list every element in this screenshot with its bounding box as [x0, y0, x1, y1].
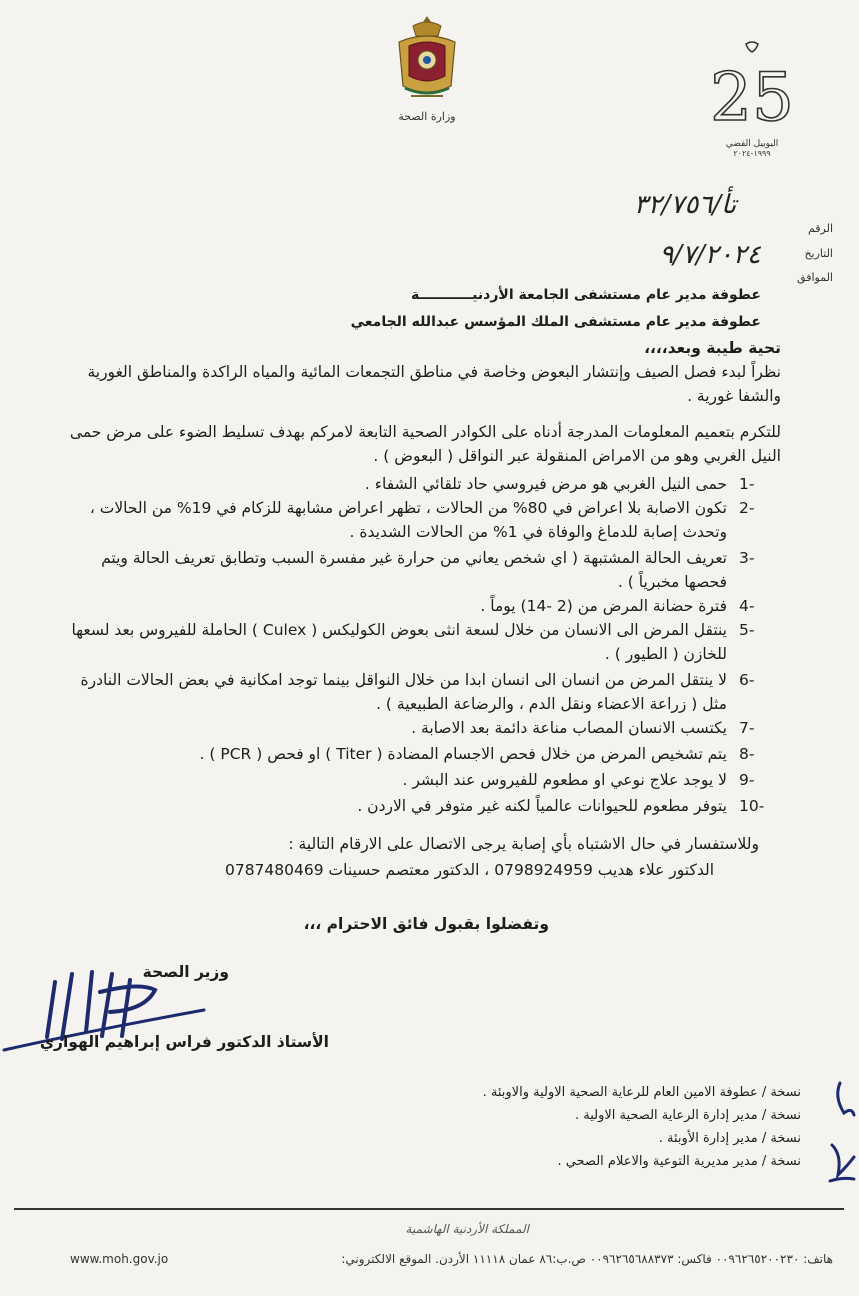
- anniversary-logo: [710, 40, 794, 170]
- footer-divider: [14, 1208, 844, 1210]
- jordan-coat-of-arms-icon: [391, 12, 463, 102]
- list-number: 3-: [739, 549, 755, 567]
- footer-contact: هاتف: ٠٠٩٦٢٦٥٢٠٠٢٣٠ فاكس: ٠٠٩٦٢٦٥٦٨٨٣٧٣ ص.ب:٨٦ عمان ١١١١٨ الأردن. الموقع الالكتروني:: [341, 1252, 833, 1266]
- list-item: [60, 668, 781, 716]
- ref-label: الرقم: [807, 222, 833, 235]
- list-text: فترة حضانة المرض من (2 -14) يوماً .: [480, 597, 727, 615]
- handwritten-initials-icon: [826, 1075, 858, 1190]
- closing: وتفضلوا بقبول فائق الاحترام ،،،: [303, 915, 549, 933]
- list-number: 1-: [739, 475, 755, 493]
- greeting: تحية طيبة وبعد،،،،: [644, 339, 781, 357]
- list-item: [60, 546, 781, 594]
- list-item: [60, 716, 781, 740]
- addressee-2: عطوفة مدير عام مستشفى الملك المؤسس عبدالله الجامعي: [350, 314, 761, 330]
- anniversary-years: ١٩٩٩-٢٠٢٤: [733, 149, 771, 158]
- list-item: [60, 794, 781, 818]
- signatory-title: وزير الصحة: [142, 963, 229, 981]
- copy-recipient: نسخة / مدير مديرية التوعية والاعلام الصحي .: [557, 1154, 801, 1169]
- copy-recipient: نسخة / مدير إدارة الأوبئة .: [658, 1131, 801, 1146]
- list-text: ينتقل المرض الى الانسان من خلال لسعة انثى بعوض الكوليكس ( Culex ) الحاملة للفيروس بعد لسعها للخازن ( الطيور ) .: [71, 621, 727, 663]
- paragraph-1: نظراً لبدء فصل الصيف وإنتشار البعوض وخاصة في مناطق التجمعات المائية والمياه الراكدة والمناطق الغورية والشفا غورية .: [87, 363, 781, 405]
- list-number: 10-: [739, 797, 765, 815]
- list-number: 7-: [739, 719, 755, 737]
- list-item: [60, 768, 781, 792]
- date-label: التاريخ: [804, 247, 833, 260]
- list-number: 5-: [739, 621, 755, 639]
- footer-website: www.moh.gov.jo: [70, 1252, 169, 1266]
- copy-recipient: نسخة / عطوفة الامين العام للرعاية الصحية الاولية والاوبئة .: [482, 1085, 801, 1100]
- list-text: تكون الاصابة بلا اعراض في 80% من الحالات ، تظهر اعراض مشابهة للزكام في 19% من الحالات ، وتحدث إصابة للدماغ والوفاة في 1% من الحالات الشديدة .: [89, 499, 727, 541]
- list-number: 9-: [739, 771, 755, 789]
- list-text: يتم تشخيص المرض من خلال فحص الاجسام المضادة ( Titer ) او فحص ( PCR ) .: [199, 745, 727, 763]
- list-text: تعريف الحالة المشتبهة ( اي شخص يعاني من حرارة غير مفسرة السبب وتطابق تعريف الحالة ويتم فحصها مخبرياً ) .: [101, 549, 727, 591]
- list-number: 2-: [739, 499, 755, 517]
- corresponding-label: الموافق: [797, 271, 833, 284]
- list-number: 8-: [739, 745, 755, 763]
- ref-value: تأ/٣٢/٧٥٦: [633, 190, 737, 220]
- ministry-emblem: [388, 12, 466, 142]
- anniversary-number: 25: [710, 59, 794, 136]
- contact-numbers: الدكتور علاء هديب 0798924959 ، الدكتور معتصم حسينات 0787480469: [224, 861, 714, 879]
- ministry-name: وزارة الصحة: [398, 110, 456, 123]
- copy-recipient: نسخة / مدير إدارة الرعاية الصحية الاولية .: [574, 1108, 801, 1123]
- silver-jubilee-crown-icon: [710, 40, 794, 136]
- addressee-1: عطوفة مدير عام مستشفى الجامعة الأردنيـــــــــــة: [411, 287, 761, 303]
- list-text: لا ينتقل المرض من انسان الى انسان ابدا من خلال النواقل بينما توجد امكانية في بعض الحالات النادرة مثل ( زراعة الاعضاء ونقل الدم ، والرضاعة الطبيعية ) .: [80, 671, 727, 713]
- list-item: [60, 472, 781, 496]
- paragraph-2: للتكرم بتعميم المعلومات المدرجة أدناه على الكوادر الصحية التابعة لامركم بهدف تسليط الضوء على مرض حمى النيل الغربي وهو من الامراض المنقولة عبر النواقل ( البعوض ) .: [69, 423, 781, 465]
- date-value: ٩/٧/٢٠٢٤: [659, 240, 761, 270]
- footer-country: المملكة الأردنية الهاشمية: [405, 1222, 529, 1236]
- list-number: 6-: [739, 671, 755, 689]
- list-text: لا يوجد علاج نوعي او مطعوم للفيروس عند البشر .: [402, 771, 727, 789]
- signatory-name: الأستاذ الدكتور فراس إبراهيم الهواري: [39, 1033, 329, 1051]
- list-text: يكتسب الانسان المصاب مناعة دائمة بعد الاصابة .: [411, 719, 727, 737]
- list-text: يتوفر مطعوم للحيوانات عالمياً لكنه غير متوفر في الاردن .: [357, 797, 727, 815]
- list-item: [60, 618, 781, 666]
- list-item: [60, 742, 781, 766]
- list-item: [60, 594, 781, 618]
- contact-intro: وللاستفسار في حال الاشتباه بأي إصابة يرجى الاتصال على الارقام التالية :: [288, 835, 759, 853]
- list-item: [60, 496, 781, 544]
- list-number: 4-: [739, 597, 755, 615]
- anniversary-label: اليوبيل الفضي: [725, 139, 779, 149]
- list-text: حمى النيل الغربي هو مرض فيروسي حاد تلقائي الشفاء .: [364, 475, 727, 493]
